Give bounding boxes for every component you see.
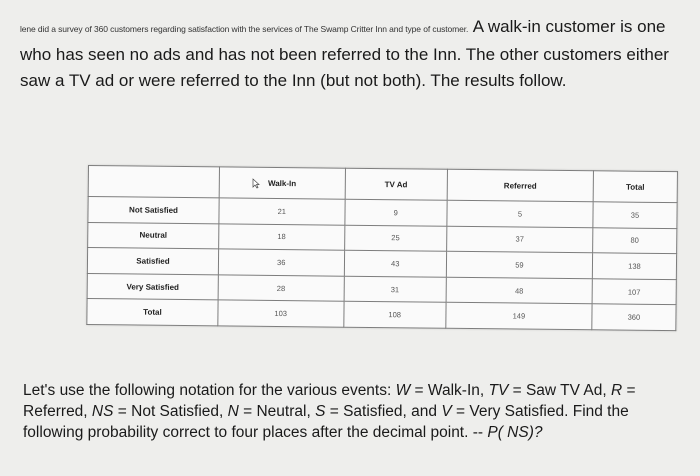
mouse-cursor-icon xyxy=(252,178,261,189)
intro-small-text: lene did a survey of 360 customers regarding satisfaction with the services of The Swamp Critter Inn and type of customer. xyxy=(20,24,469,34)
table-header-total: Total xyxy=(593,171,677,203)
table-cell: 9 xyxy=(344,199,447,226)
row-label: Neutral xyxy=(88,222,219,249)
row-label: Satisfied xyxy=(87,248,218,275)
table-cell: 21 xyxy=(219,198,345,225)
table-cell: 80 xyxy=(593,227,677,253)
table-cell: 103 xyxy=(218,300,344,327)
table-cell: 59 xyxy=(446,251,592,278)
def-w: = Walk-In, xyxy=(410,382,489,399)
table-header-tvad: TV Ad xyxy=(345,168,448,200)
row-label: Very Satisfied xyxy=(87,273,218,300)
var-v: V xyxy=(441,403,452,420)
table-cell: 25 xyxy=(344,225,447,252)
def-n: = Neutral, xyxy=(238,403,316,420)
table-cell: 36 xyxy=(218,249,344,276)
intro-paragraph xyxy=(20,14,696,94)
results-table xyxy=(86,165,678,331)
results-table-container xyxy=(86,165,678,331)
table-cell: 360 xyxy=(592,304,676,331)
table-header-corner xyxy=(88,166,219,198)
table-cell: 28 xyxy=(218,275,344,302)
table-cell: 18 xyxy=(219,223,345,250)
var-n: N xyxy=(227,403,239,420)
def-v: = Very Satisfied. Find the following probability correct to four places after the decimal point. -- xyxy=(23,403,629,441)
table-cell: 43 xyxy=(344,250,447,277)
table-cell: 37 xyxy=(447,226,593,253)
var-r: R xyxy=(610,382,623,399)
def-s: = Satisfied, and xyxy=(325,403,442,420)
question-prefix: Let's use the following notation for the various events: xyxy=(23,382,396,399)
var-s: S xyxy=(315,403,326,420)
table-cell: 149 xyxy=(446,303,592,330)
table-cell: 138 xyxy=(592,253,676,279)
table-cell: 31 xyxy=(344,276,447,303)
table-cell: 108 xyxy=(343,302,446,329)
var-w: W xyxy=(395,382,411,399)
probability-expression: P( NS)? xyxy=(487,424,543,441)
intro-big-text: A walk-in customer is one who has seen no ads and has not been referred to the Inn. The other customers either saw a TV ad or were referred to the Inn (but not both). The results follow. xyxy=(20,17,669,90)
table-cell: 48 xyxy=(446,277,592,304)
row-label: Total xyxy=(87,299,218,326)
question-text xyxy=(23,380,673,443)
table-cell: 5 xyxy=(447,200,593,227)
def-ns: = Not Satisfied, xyxy=(113,403,228,420)
table-header-referred: Referred xyxy=(447,169,593,202)
table-cell: 107 xyxy=(592,279,676,305)
table-row xyxy=(87,299,676,331)
def-r: = Referred, xyxy=(23,382,636,420)
table-header-walkin: Walk-In xyxy=(219,167,345,199)
def-tv: = Saw TV Ad, xyxy=(508,382,611,399)
table-cell: 35 xyxy=(593,202,677,228)
var-tv: TV xyxy=(488,382,509,399)
row-label: Not Satisfied xyxy=(88,197,219,224)
var-ns: NS xyxy=(91,403,114,420)
